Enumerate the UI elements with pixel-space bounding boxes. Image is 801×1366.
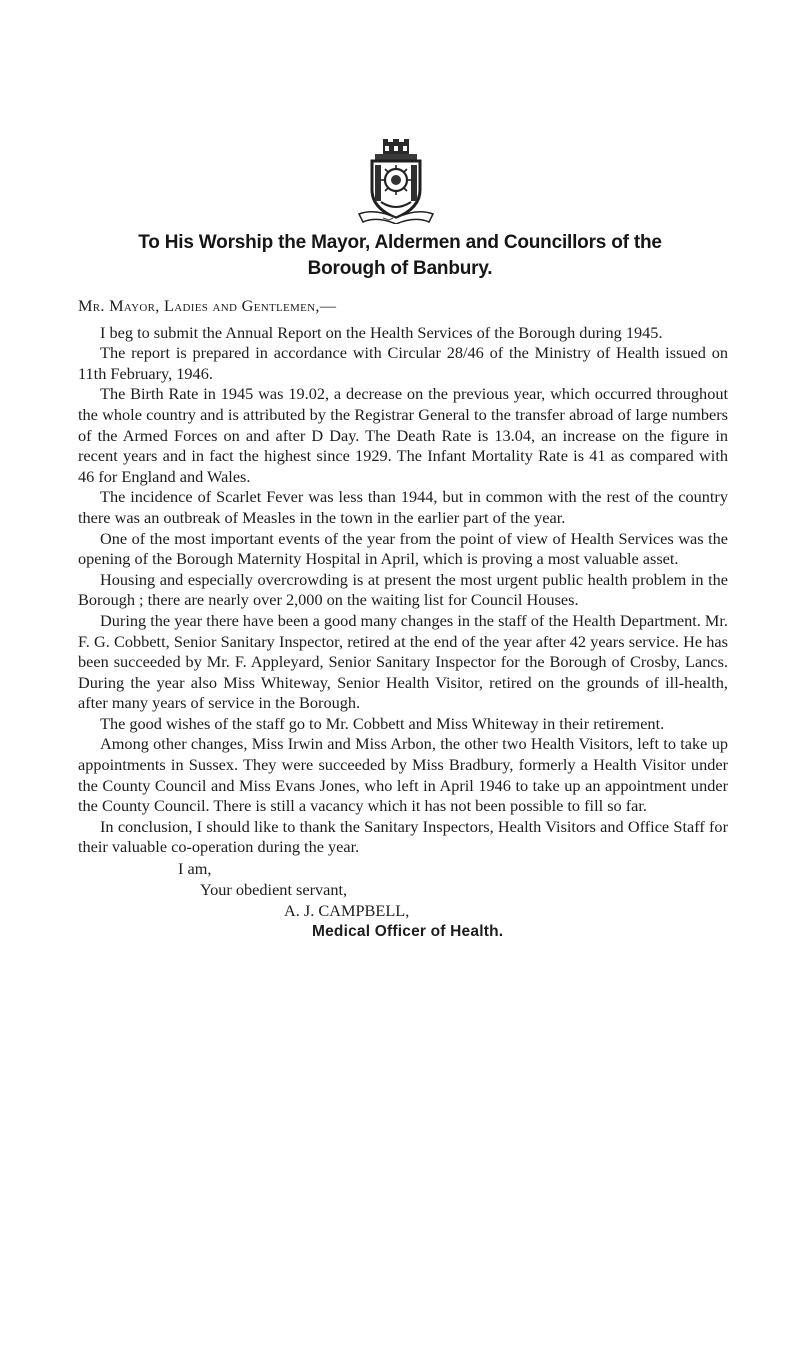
report-heading-line-1: To His Worship the Mayor, Aldermen and Councillors of the	[138, 232, 662, 253]
borough-crest-icon	[355, 138, 437, 224]
report-body	[78, 296, 728, 942]
paragraph-housing: Housing and especially overcrowding is at present the most urgent public health problem in the Borough ; there are nearly over 2,000 on the waiting list for Council Houses.	[78, 569, 728, 610]
closing-block	[78, 858, 728, 942]
paragraph-maternity-hospital: One of the most important events of the year from the point of view of Health Services was the opening of the Borough Maternity Hospital in April, which is proving a most valuable asset.	[78, 528, 728, 569]
closing-i-am: I am,	[178, 859, 212, 879]
signatory-title: Medical Officer of Health.	[312, 923, 504, 941]
paragraph-circular: The report is prepared in accordance with Circular 28/46 of the Ministry of Health issued on 11th February, 1946.	[78, 343, 728, 383]
closing-servant: Your obedient servant,	[200, 880, 348, 900]
report-heading-line-2: Borough of Banbury.	[307, 258, 493, 279]
paragraph-conclusion: In conclusion, I should like to thank the Sanitary Inspectors, Health Visitors and Office Staff for their valuable co-operation during the year.	[78, 816, 728, 857]
salutation: Mr. Mayor, Ladies and Gentlemen,—	[78, 296, 337, 315]
paragraph-vital-statistics: The Birth Rate in 1945 was 19.02, a decrease on the previous year, which occurred throughout the whole country and is attributed by the Registrar General to the transfer abroad of large numbers of the Armed Forces on and after D Day. The Death Rate is 13.04, an increase on the figure in recent years and in fact the highest since 1929. The Infant Mortality Rate is 41 as compared with 46 for England and Wales.	[78, 384, 728, 486]
paragraph-report-intro: I beg to submit the Annual Report on the Health Services of the Borough during 1945.	[100, 322, 663, 342]
paragraph-staff-changes: During the year there have been a good many changes in the staff of the Health Department. Mr. F. G. Cobbett, Senior Sanitary Inspector, retired at the end of the year after 42 years service. He has been succeeded by Mr. F. Appleyard, Senior Sanitary Inspector for the Borough of Crosby, Lancs. During the year also Miss Whiteway, Senior Health Visitor, retired on the grounds of ill-health, after many years of service in the Borough.	[78, 610, 728, 713]
paragraph-health-visitors: Among other changes, Miss Irwin and Miss Arbon, the other two Health Visitors, left to take up appointments in Sussex. They were succeeded by Miss Bradbury, formerly a Health Visitor under the County Council and Miss Evans Jones, who left in April 1946 to take up an appointment under the County Council. There is still a vacancy which it has not been possible to fill so far.	[78, 734, 728, 816]
signatory-name: A. J. CAMPBELL,	[284, 901, 410, 921]
paragraph-good-wishes: The good wishes of the staff go to Mr. Cobbett and Miss Whiteway in their retirement.	[100, 713, 665, 733]
paragraph-infectious-disease: The incidence of Scarlet Fever was less than 1944, but in common with the rest of the country there was an outbreak of Measles in the town in the earlier part of the year.	[78, 487, 728, 527]
